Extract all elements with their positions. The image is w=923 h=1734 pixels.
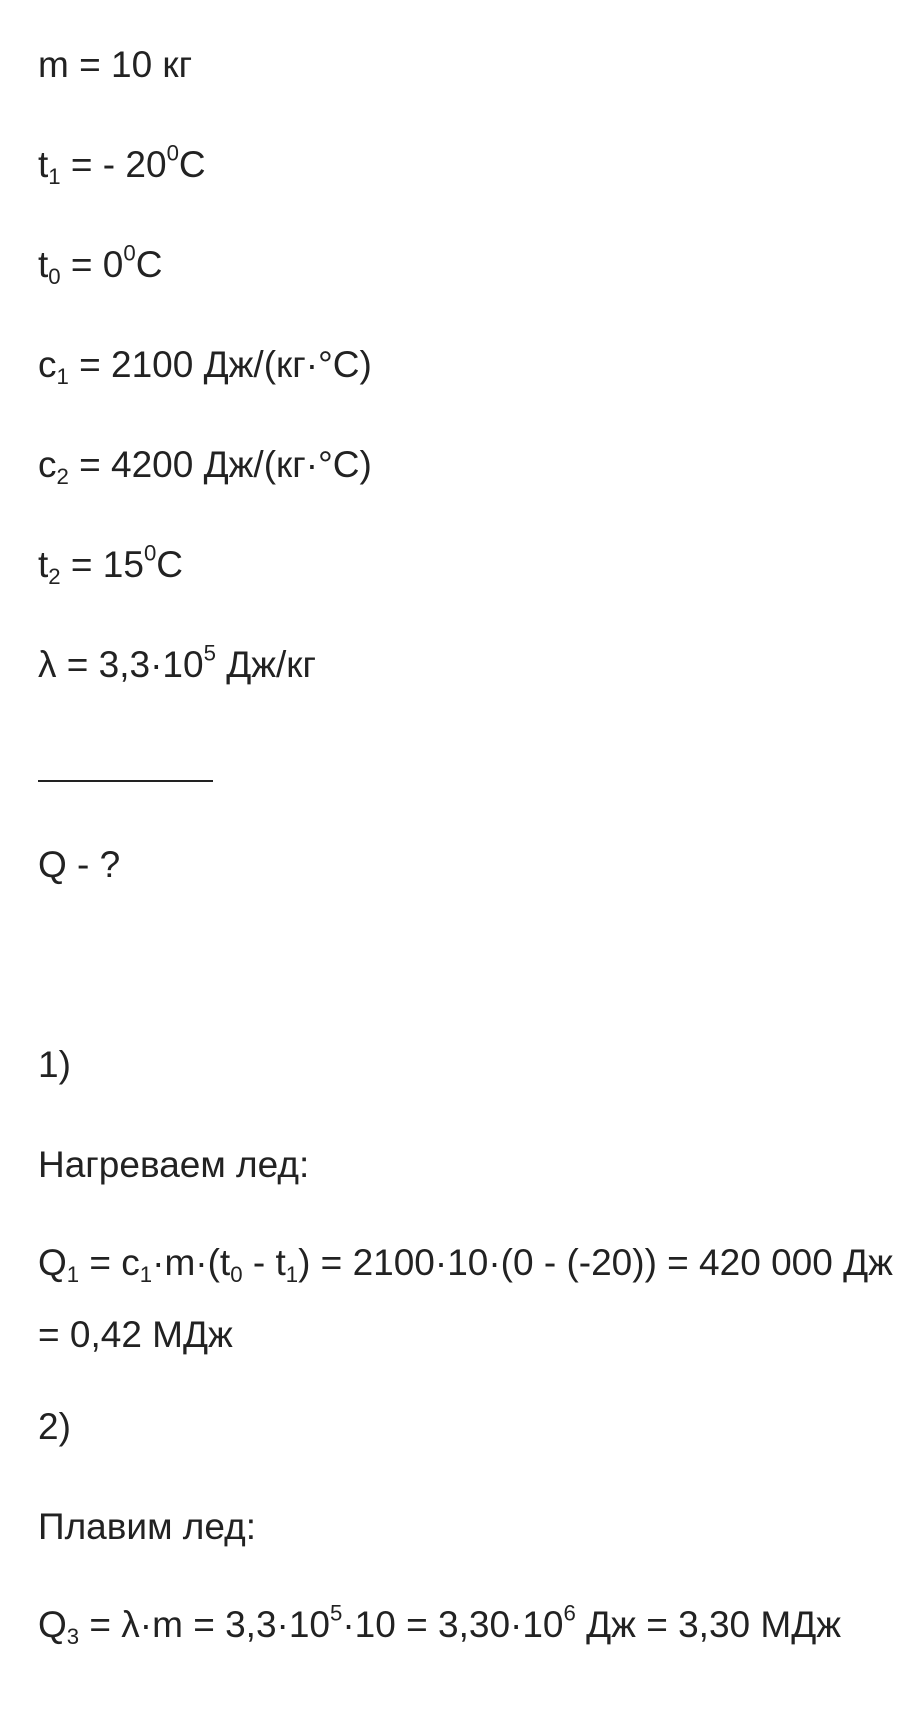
t0-value: = 0 — [60, 244, 124, 285]
q3-subscript: 3 — [66, 1624, 80, 1650]
step1-part-c: - t — [242, 1242, 286, 1283]
t2-symbol: t — [38, 544, 49, 585]
c1-subscript: 1 — [56, 364, 69, 390]
c1-value: = 2100 Дж/(кг·°C) — [68, 344, 372, 385]
step2-part-b: ·10 = 3,30·10 — [342, 1604, 564, 1645]
t2-value: = 15 — [60, 544, 144, 585]
m-value: = 10 кг — [68, 44, 193, 85]
t1-unit: C — [178, 144, 206, 185]
q1-symbol: Q — [38, 1242, 67, 1283]
lambda-unit: Дж/кг — [215, 644, 316, 685]
t0-symbol: t — [38, 244, 49, 285]
lambda-value: λ = 3,3·10 — [38, 644, 204, 685]
c2-symbol: c — [38, 444, 57, 485]
step1-t1-subscript: 1 — [285, 1262, 299, 1288]
given-lambda — [38, 640, 316, 685]
find-line — [38, 846, 120, 883]
step1-part-a: = c — [79, 1242, 140, 1283]
t1-subscript: 1 — [48, 164, 61, 190]
t0-unit: C — [135, 244, 163, 285]
t2-subscript: 2 — [48, 564, 61, 590]
c2-value: = 4200 Дж/(кг·°C) — [68, 444, 372, 485]
c2-subscript: 2 — [56, 464, 69, 490]
q1-subscript: 1 — [66, 1262, 80, 1288]
step1-title — [38, 1146, 309, 1183]
t1-symbol: t — [38, 144, 49, 185]
step2-exponent-5: 5 — [330, 1600, 343, 1626]
q3-symbol: Q — [38, 1604, 67, 1645]
step1-c1-subscript: 1 — [139, 1262, 153, 1288]
step1-number-text: 1) — [38, 1044, 71, 1085]
step2-part-c: Дж = 3,30 МДж — [575, 1604, 842, 1645]
step2-title — [38, 1508, 256, 1545]
t1-value: = - 20 — [60, 144, 167, 185]
find-text: Q - ? — [38, 844, 121, 885]
given-c1 — [38, 344, 372, 390]
step2-number-text: 2) — [38, 1406, 71, 1447]
step1-number — [38, 1046, 71, 1083]
t0-degree: 0 — [123, 240, 136, 266]
given-c2 — [38, 444, 372, 490]
lambda-exponent: 5 — [203, 640, 216, 666]
given-t1 — [38, 140, 206, 190]
step1-formula — [38, 1227, 898, 1371]
step1-part-d: ) = 2100·10·(0 - (-20)) = 420 000 Дж = 0,42 МДж — [38, 1242, 893, 1355]
step2-part-a: = λ·m = 3,3·10 — [79, 1604, 331, 1645]
given-t0 — [38, 240, 163, 290]
t2-degree: 0 — [143, 540, 157, 566]
step2-formula — [38, 1589, 898, 1661]
t2-unit: C — [156, 544, 184, 585]
step1-part-b: ·m·(t — [152, 1242, 231, 1283]
step2-number — [38, 1408, 71, 1445]
given-m — [38, 46, 192, 83]
t1-degree: 0 — [166, 140, 179, 166]
c1-symbol: c — [38, 344, 57, 385]
m-symbol: m — [38, 44, 69, 85]
t0-subscript: 0 — [48, 264, 61, 290]
given-t2 — [38, 540, 184, 590]
step1-title-text: Нагреваем лед: — [38, 1144, 310, 1185]
given-divider — [38, 780, 213, 782]
step2-exponent-6: 6 — [563, 1600, 576, 1626]
step2-title-text: Плавим лед: — [38, 1506, 257, 1547]
step1-t0-subscript: 0 — [230, 1262, 243, 1288]
